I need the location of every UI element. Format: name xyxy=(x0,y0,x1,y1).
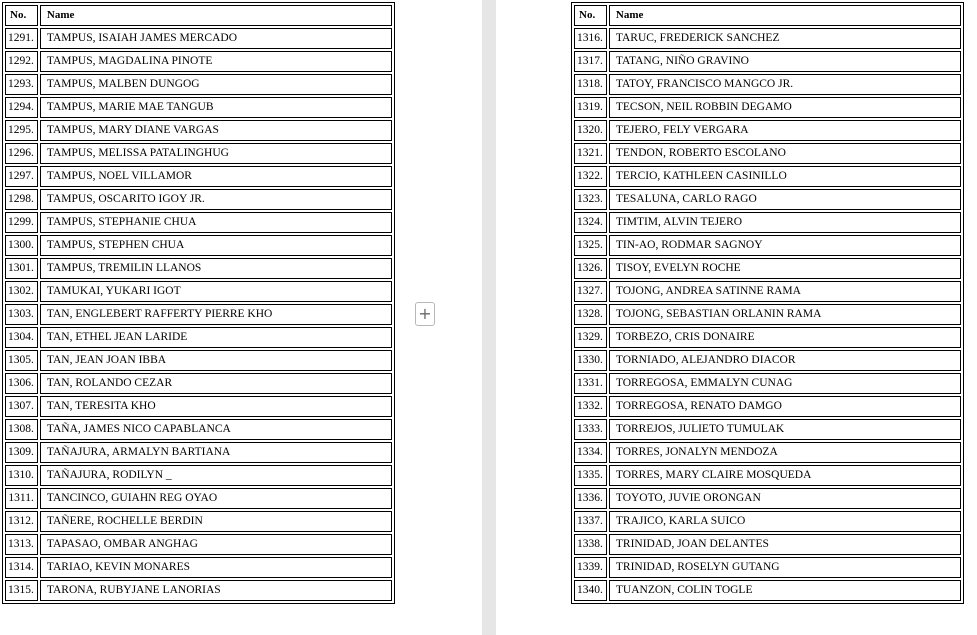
table-row xyxy=(5,350,392,371)
row-name: TAMPUS, MARY DIANE VARGAS xyxy=(40,120,392,141)
row-name: TAMPUS, OSCARITO IGOY JR. xyxy=(40,189,392,210)
row-name: TAÑAJURA, ARMALYN BARTIANA xyxy=(40,442,392,463)
table-row xyxy=(5,304,392,325)
row-number: 1319. xyxy=(574,97,607,118)
add-row-button[interactable] xyxy=(415,302,435,326)
row-name: TAMPUS, TREMILIN LLANOS xyxy=(40,258,392,279)
table-row xyxy=(574,534,961,555)
table-row xyxy=(5,120,392,141)
row-number: 1337. xyxy=(574,511,607,532)
row-number: 1302. xyxy=(5,281,38,302)
table-row xyxy=(5,373,392,394)
row-number: 1326. xyxy=(574,258,607,279)
row-number: 1296. xyxy=(5,143,38,164)
row-name: TOJONG, SEBASTIAN ORLANIN RAMA xyxy=(609,304,961,325)
table-row xyxy=(574,327,961,348)
row-number: 1310. xyxy=(5,465,38,486)
column-header-no: No. xyxy=(574,5,607,26)
plus-icon: + xyxy=(418,304,432,323)
row-number: 1291. xyxy=(5,28,38,49)
row-name: TAMPUS, ISAIAH JAMES MERCADO xyxy=(40,28,392,49)
table-row xyxy=(574,212,961,233)
table-row xyxy=(5,511,392,532)
table-row xyxy=(5,97,392,118)
row-name: TISOY, EVELYN ROCHE xyxy=(609,258,961,279)
table-row xyxy=(574,442,961,463)
row-number: 1340. xyxy=(574,580,607,601)
table-row xyxy=(574,511,961,532)
row-number: 1305. xyxy=(5,350,38,371)
row-number: 1322. xyxy=(574,166,607,187)
table-row xyxy=(574,258,961,279)
row-number: 1294. xyxy=(5,97,38,118)
row-name: TARUC, FREDERICK SANCHEZ xyxy=(609,28,961,49)
table-row xyxy=(5,465,392,486)
table-row xyxy=(574,97,961,118)
row-number: 1334. xyxy=(574,442,607,463)
row-number: 1321. xyxy=(574,143,607,164)
table-row xyxy=(5,74,392,95)
row-number: 1306. xyxy=(5,373,38,394)
table-row xyxy=(574,488,961,509)
row-number: 1328. xyxy=(574,304,607,325)
row-name: TAN, JEAN JOAN IBBA xyxy=(40,350,392,371)
table-row xyxy=(5,281,392,302)
row-name: TRAJICO, KARLA SUICO xyxy=(609,511,961,532)
row-name: TORRES, MARY CLAIRE MOSQUEDA xyxy=(609,465,961,486)
row-number: 1318. xyxy=(574,74,607,95)
row-number: 1316. xyxy=(574,28,607,49)
row-number: 1312. xyxy=(5,511,38,532)
row-name: TESALUNA, CARLO RAGO xyxy=(609,189,961,210)
table-row xyxy=(574,419,961,440)
table-row xyxy=(5,258,392,279)
row-name: TAMPUS, MAGDALINA PINOTE xyxy=(40,51,392,72)
table-row xyxy=(5,189,392,210)
row-number: 1335. xyxy=(574,465,607,486)
table-row xyxy=(5,51,392,72)
table-row xyxy=(5,534,392,555)
row-number: 1308. xyxy=(5,419,38,440)
row-name: TAMPUS, MALBEN DUNGOG xyxy=(40,74,392,95)
row-number: 1292. xyxy=(5,51,38,72)
row-name: TAN, ROLANDO CEZAR xyxy=(40,373,392,394)
column-header-name: Name xyxy=(609,5,961,26)
column-header-name: Name xyxy=(40,5,392,26)
table-row xyxy=(5,28,392,49)
roster-body-left xyxy=(5,28,392,601)
roster-body-right xyxy=(574,28,961,601)
row-number: 1300. xyxy=(5,235,38,256)
row-number: 1338. xyxy=(574,534,607,555)
table-row xyxy=(574,557,961,578)
table-row xyxy=(574,396,961,417)
table-row xyxy=(5,143,392,164)
row-number: 1293. xyxy=(5,74,38,95)
table-row xyxy=(574,235,961,256)
row-number: 1301. xyxy=(5,258,38,279)
row-name: TAMPUS, STEPHEN CHUA xyxy=(40,235,392,256)
table-row xyxy=(574,166,961,187)
row-number: 1315. xyxy=(5,580,38,601)
table-row xyxy=(574,350,961,371)
table-row xyxy=(5,557,392,578)
row-number: 1304. xyxy=(5,327,38,348)
row-name: TAMUKAI, YUKARI IGOT xyxy=(40,281,392,302)
row-number: 1320. xyxy=(574,120,607,141)
table-row xyxy=(574,304,961,325)
row-name: TAÑAJURA, RODILYN _ xyxy=(40,465,392,486)
row-name: TAPASAO, OMBAR ANGHAG xyxy=(40,534,392,555)
roster-table-left xyxy=(2,2,395,604)
row-name: TENDON, ROBERTO ESCOLANO xyxy=(609,143,961,164)
row-name: TAÑA, JAMES NICO CAPABLANCA xyxy=(40,419,392,440)
row-number: 1303. xyxy=(5,304,38,325)
row-name: TATANG, NIÑO GRAVINO xyxy=(609,51,961,72)
row-number: 1324. xyxy=(574,212,607,233)
row-name: TAN, ETHEL JEAN LARIDE xyxy=(40,327,392,348)
table-row xyxy=(5,396,392,417)
row-number: 1329. xyxy=(574,327,607,348)
row-name: TRINIDAD, ROSELYN GUTANG xyxy=(609,557,961,578)
row-name: TORRES, JONALYN MENDOZA xyxy=(609,442,961,463)
row-name: TAMPUS, MELISSA PATALINGHUG xyxy=(40,143,392,164)
row-number: 1327. xyxy=(574,281,607,302)
row-name: TEJERO, FELY VERGARA xyxy=(609,120,961,141)
row-name: TORBEZO, CRIS DONAIRE xyxy=(609,327,961,348)
row-name: TRINIDAD, JOAN DELANTES xyxy=(609,534,961,555)
table-row xyxy=(574,580,961,601)
table-row xyxy=(5,327,392,348)
table-row xyxy=(5,488,392,509)
row-name: TARONA, RUBYJANE LANORIAS xyxy=(40,580,392,601)
table-row xyxy=(5,212,392,233)
table-row xyxy=(574,373,961,394)
row-number: 1323. xyxy=(574,189,607,210)
table-header-row xyxy=(5,5,392,26)
table-row xyxy=(5,166,392,187)
row-name: TIN-AO, RODMAR SAGNOY xyxy=(609,235,961,256)
row-number: 1333. xyxy=(574,419,607,440)
table-row xyxy=(574,28,961,49)
row-number: 1332. xyxy=(574,396,607,417)
row-number: 1307. xyxy=(5,396,38,417)
table-row xyxy=(574,51,961,72)
row-number: 1309. xyxy=(5,442,38,463)
row-name: TORREGOSA, EMMALYN CUNAG xyxy=(609,373,961,394)
row-number: 1298. xyxy=(5,189,38,210)
table-row xyxy=(574,281,961,302)
table-row xyxy=(5,442,392,463)
roster-table-right xyxy=(571,2,964,604)
row-number: 1317. xyxy=(574,51,607,72)
row-number: 1311. xyxy=(5,488,38,509)
row-number: 1336. xyxy=(574,488,607,509)
row-name: TAN, TERESITA KHO xyxy=(40,396,392,417)
row-number: 1299. xyxy=(5,212,38,233)
row-name: TATOY, FRANCISCO MANGCO JR. xyxy=(609,74,961,95)
table-row xyxy=(574,120,961,141)
column-header-no: No. xyxy=(5,5,38,26)
row-name: TAMPUS, STEPHANIE CHUA xyxy=(40,212,392,233)
row-name: TORNIADO, ALEJANDRO DIACOR xyxy=(609,350,961,371)
row-name: TAN, ENGLEBERT RAFFERTY PIERRE KHO xyxy=(40,304,392,325)
row-name: TAMPUS, NOEL VILLAMOR xyxy=(40,166,392,187)
row-name: TECSON, NEIL ROBBIN DEGAMO xyxy=(609,97,961,118)
table-row xyxy=(574,74,961,95)
row-number: 1295. xyxy=(5,120,38,141)
row-name: TUANZON, COLIN TOGLE xyxy=(609,580,961,601)
row-name: TORREGOSA, RENATO DAMGO xyxy=(609,396,961,417)
row-number: 1314. xyxy=(5,557,38,578)
row-name: TAMPUS, MARIE MAE TANGUB xyxy=(40,97,392,118)
row-name: TOYOTO, JUVIE ORONGAN xyxy=(609,488,961,509)
table-row xyxy=(574,465,961,486)
row-number: 1331. xyxy=(574,373,607,394)
row-name: TERCIO, KATHLEEN CASINILLO xyxy=(609,166,961,187)
row-name: TARIAO, KEVIN MONARES xyxy=(40,557,392,578)
row-number: 1325. xyxy=(574,235,607,256)
table-row xyxy=(5,235,392,256)
table-row xyxy=(574,143,961,164)
table-row xyxy=(5,580,392,601)
table-header-row xyxy=(574,5,961,26)
row-number: 1313. xyxy=(5,534,38,555)
row-name: TIMTIM, ALVIN TEJERO xyxy=(609,212,961,233)
row-number: 1339. xyxy=(574,557,607,578)
table-row xyxy=(574,189,961,210)
row-name: TANCINCO, GUIAHN REG OYAO xyxy=(40,488,392,509)
row-name: TAÑERE, ROCHELLE BERDIN xyxy=(40,511,392,532)
row-name: TOJONG, ANDREA SATINNE RAMA xyxy=(609,281,961,302)
row-name: TORREJOS, JULIETO TUMULAK xyxy=(609,419,961,440)
row-number: 1330. xyxy=(574,350,607,371)
table-row xyxy=(5,419,392,440)
row-number: 1297. xyxy=(5,166,38,187)
